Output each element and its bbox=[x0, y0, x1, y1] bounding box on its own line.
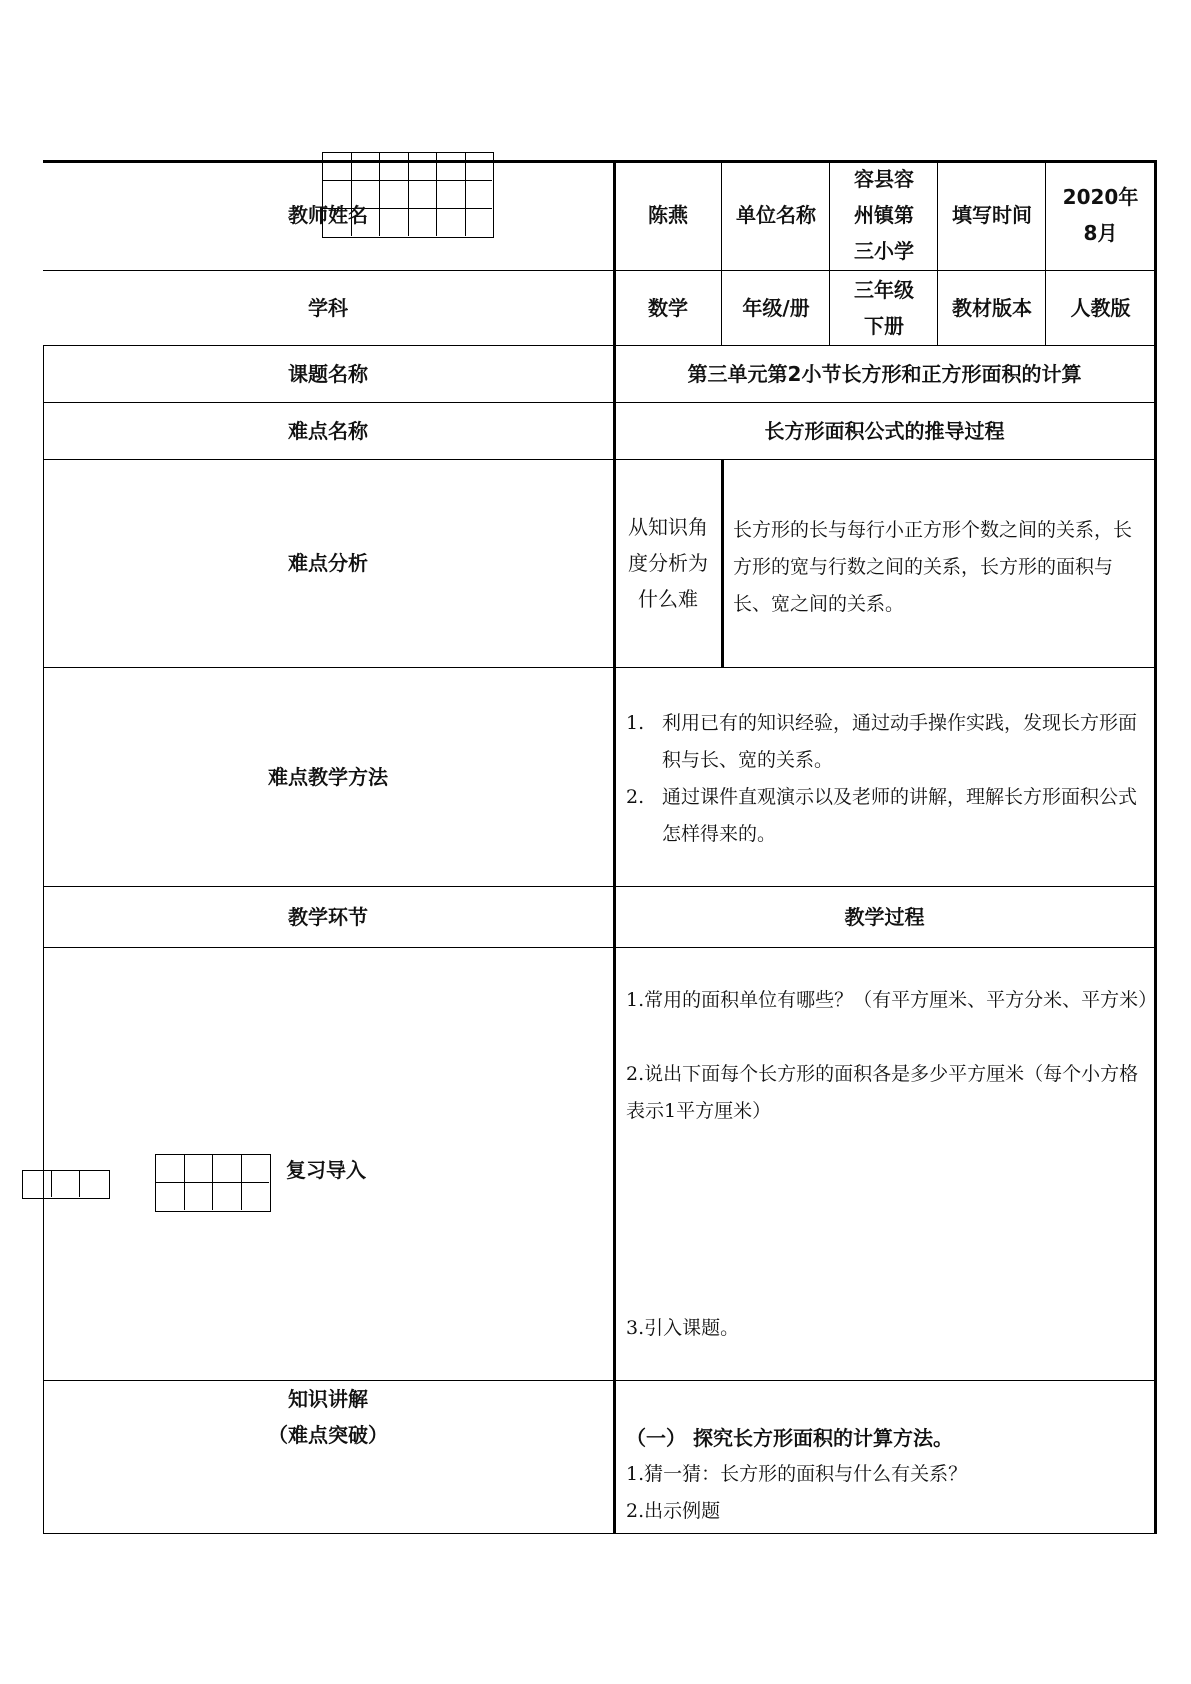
grade-label: 年级/册 bbox=[742, 295, 810, 320]
method-item bbox=[626, 779, 1146, 853]
method-item-text: 利用已有的知识经验，通过动手操作实践，发现长方形面积与长、宽的关系。 bbox=[662, 712, 1138, 771]
row-divider bbox=[43, 947, 1157, 948]
fill-time-value: 2020年8月 bbox=[1062, 185, 1139, 245]
analysis-text: 长方形的长与每行小正方形个数之间的关系，长方形的宽与行数之间的关系，长方形的面积与长、宽之间的关系。 bbox=[733, 519, 1133, 615]
method-item bbox=[626, 705, 1146, 779]
method-list bbox=[626, 705, 1146, 853]
topic-value: 第三单元第2小节长方形和正方形面积的计算 bbox=[687, 361, 1082, 386]
header-col-divider bbox=[721, 160, 722, 345]
difficulty-label: 难点名称 bbox=[288, 418, 368, 443]
difficulty-value: 长方形面积公式的推导过程 bbox=[764, 418, 1005, 443]
stage-header: 教学环节 bbox=[288, 904, 368, 929]
grade-value: 三年级下册 bbox=[854, 277, 914, 338]
review-question-3: 3.引入课题。 bbox=[626, 1317, 740, 1339]
header-col-divider bbox=[829, 160, 830, 345]
fill-time-label: 填写时间 bbox=[952, 203, 1032, 227]
review-label: 复习导入 bbox=[286, 1158, 366, 1182]
method-item-number: 1. bbox=[626, 712, 645, 734]
explain-label bbox=[43, 1381, 613, 1453]
grid-figure-medium bbox=[155, 1154, 271, 1212]
explain-heading: （一） 探究长方形面积的计算方法。 bbox=[626, 1426, 953, 1450]
explain-question-1: 1.猜一猜：长方形的面积与什么有关系？ bbox=[626, 1463, 968, 1485]
analysis-sub-label: 从知识角度分析为什么难 bbox=[628, 515, 708, 611]
method-item-number: 2. bbox=[626, 786, 645, 808]
review-question-2: 2.说出下面每个长方形的面积各是多少平方厘米（每个小方格表示1平方厘米） bbox=[626, 1063, 1139, 1122]
teacher-name-value: 陈燕 bbox=[648, 203, 688, 227]
teacher-name-label: 教师姓名 bbox=[288, 203, 368, 227]
subject-value: 数学 bbox=[648, 295, 688, 320]
analysis-sub-divider bbox=[721, 459, 724, 667]
topic-label: 课题名称 bbox=[288, 361, 368, 386]
explain-label-line-2: （难点突破） bbox=[268, 1423, 388, 1447]
textbook-label: 教材版本 bbox=[952, 295, 1032, 320]
grid-figure-small bbox=[22, 1170, 110, 1199]
method-item-text: 通过课件直观演示以及老师的讲解，理解长方形面积公式怎样得来的。 bbox=[662, 786, 1138, 845]
method-label: 难点教学方法 bbox=[268, 764, 388, 789]
unit-name-label: 单位名称 bbox=[736, 203, 816, 227]
right-border bbox=[1154, 160, 1157, 1533]
explain-question-2: 2.出示例题 bbox=[626, 1500, 721, 1522]
table-bottom-border bbox=[43, 1533, 1157, 1534]
header-col-divider bbox=[937, 160, 938, 345]
header-col-divider bbox=[1045, 160, 1046, 345]
analysis-label: 难点分析 bbox=[288, 551, 368, 575]
subject-label: 学科 bbox=[308, 295, 348, 320]
review-question-1: 1.常用的面积单位有哪些？（有平方厘米、平方分米、平方米） bbox=[626, 989, 1158, 1011]
explain-label-line-1: 知识讲解 bbox=[288, 1387, 368, 1411]
textbook-value: 人教版 bbox=[1070, 295, 1131, 320]
unit-name-value: 容县容州镇第三小学 bbox=[854, 167, 914, 263]
process-header: 教学过程 bbox=[844, 904, 925, 929]
